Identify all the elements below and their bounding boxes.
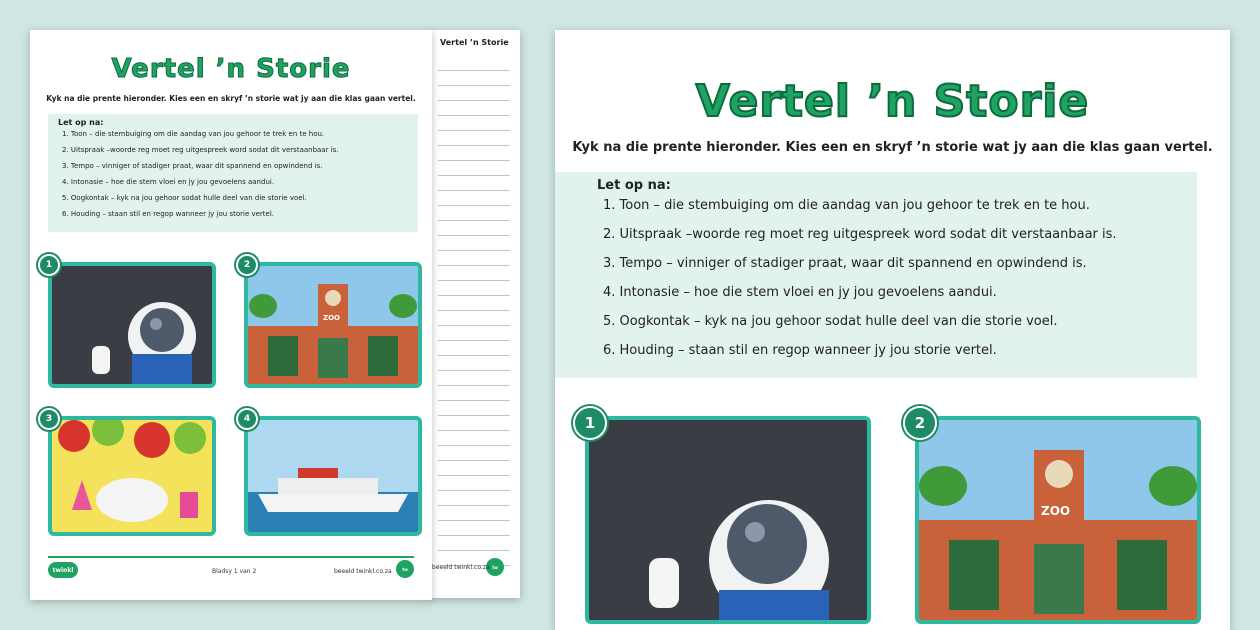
writing-line <box>438 221 510 236</box>
writing-line <box>438 86 510 101</box>
note-item: 4. Intonasie – hoe die stem vloei en jy jou gevoelens aandui. <box>603 285 997 300</box>
badge-3: 3 <box>38 408 60 430</box>
writing-line <box>438 101 510 116</box>
writing-line <box>438 251 510 266</box>
writing-line <box>438 431 510 446</box>
writing-line <box>438 446 510 461</box>
writing-line <box>438 206 510 221</box>
worksheet-zoomed-title: Vertel ’n Storie <box>695 76 1090 127</box>
note-item: 5. Oogkontak – kyk na jou gehoor sodat hulle deel van die storie voel. <box>62 194 307 202</box>
worksheet-zoomed-notes <box>555 172 1197 378</box>
writing-lines <box>438 56 510 566</box>
writing-line <box>438 191 510 206</box>
ship-illustration <box>248 420 418 532</box>
writing-line <box>438 296 510 311</box>
zoo-illustration-zoomed <box>919 420 1197 620</box>
picture-party <box>48 416 216 536</box>
badge-1: 1 <box>38 254 60 276</box>
note-list <box>62 130 339 226</box>
note-item: 4. Intonasie – hoe die stem vloei en jy jou gevoelens aandui. <box>62 178 275 186</box>
zoo-sign-zoomed: ZOO <box>1041 504 1071 518</box>
writing-line <box>438 116 510 131</box>
zoo-illustration <box>248 266 418 384</box>
footer-page-number: Bladsy 1 van 2 <box>212 568 257 575</box>
worksheet-small <box>30 30 432 600</box>
worksheet-zoomed <box>555 30 1230 630</box>
note-list-zoomed <box>603 198 1117 372</box>
writing-line <box>438 386 510 401</box>
worksheet-zoomed-intro: Kyk na die prente hieronder. Kies een en skryf ’n storie wat jy aan die klas gaan vertel. <box>572 140 1213 155</box>
badge-4: 4 <box>236 408 258 430</box>
picture-astronaut <box>48 262 216 388</box>
writing-line <box>438 146 510 161</box>
note-item: 1. Toon – die stembuiging om die aandag van jou gehoor te trek en te hou. <box>603 198 1090 213</box>
picture-zoo <box>244 262 422 388</box>
astronaut-illustration-zoomed <box>589 420 867 620</box>
writing-line <box>438 476 510 491</box>
note-label-zoomed: Let op na: <box>597 178 671 193</box>
zoo-sign: ZOO <box>323 314 340 322</box>
note-item: 6. Houding – staan stil en regop wanneer jy jou storie vertel. <box>62 210 275 218</box>
writing-line <box>438 131 510 146</box>
writing-line <box>438 341 510 356</box>
writing-page-footer-site: beeeld twinkl.co.za <box>432 564 490 571</box>
picture-zoo-zoomed <box>915 416 1201 624</box>
writing-line <box>438 71 510 86</box>
writing-line <box>438 401 510 416</box>
note-item: 3. Tempo – vinniger of stadiger praat, waar dit spannend en opwindend is. <box>603 256 1087 271</box>
note-item: 6. Houding – staan stil en regop wanneer jy jou storie vertel. <box>603 343 997 358</box>
picture-ship <box>244 416 422 536</box>
writing-line <box>438 536 510 551</box>
writing-line <box>438 461 510 476</box>
writing-line <box>438 161 510 176</box>
worksheet-small-footer-line <box>48 556 414 558</box>
small-seal-logo: tw <box>396 560 414 578</box>
writing-line <box>438 521 510 536</box>
writing-line <box>438 356 510 371</box>
badge-1-zoomed: 1 <box>573 406 607 440</box>
writing-line <box>438 416 510 431</box>
writing-page-logo: tw <box>486 558 504 576</box>
note-label: Let op na: <box>58 118 104 127</box>
twinkl-logo: twinkl <box>48 562 78 578</box>
writing-line <box>438 236 510 251</box>
badge-2: 2 <box>236 254 258 276</box>
writing-line <box>438 56 510 71</box>
note-item: 5. Oogkontak – kyk na jou gehoor sodat hulle deel van die storie voel. <box>603 314 1058 329</box>
writing-line <box>438 506 510 521</box>
worksheet-small-notes <box>48 114 418 232</box>
footer-site: beeeld twinkl.co.za <box>334 568 392 575</box>
party-illustration <box>52 420 212 532</box>
writing-line <box>438 266 510 281</box>
writing-line <box>438 311 510 326</box>
note-item: 2. Uitspraak –woorde reg moet reg uitgespreek word sodat dit verstaanbaar is. <box>62 146 339 154</box>
writing-line <box>438 176 510 191</box>
writing-line <box>438 326 510 341</box>
writing-line <box>438 491 510 506</box>
worksheet-small-intro: Kyk na die prente hieronder. Kies een en skryf ’n storie wat jy aan die klas gaan vertel. <box>46 94 416 103</box>
picture-astronaut-zoomed <box>585 416 871 624</box>
note-item: 3. Tempo – vinniger of stadiger praat, waar dit spannend en opwindend is. <box>62 162 323 170</box>
astronaut-illustration <box>52 266 212 384</box>
writing-page <box>428 30 520 598</box>
writing-line <box>438 281 510 296</box>
note-item: 1. Toon – die stembuiging om die aandag van jou gehoor te trek en te hou. <box>62 130 325 138</box>
writing-page-title: Vertel ’n Storie <box>440 38 509 47</box>
writing-line <box>438 371 510 386</box>
note-item: 2. Uitspraak –woorde reg moet reg uitgespreek word sodat dit verstaanbaar is. <box>603 227 1117 242</box>
worksheet-small-title: Vertel ’n Storie <box>111 54 351 84</box>
badge-2-zoomed: 2 <box>903 406 937 440</box>
